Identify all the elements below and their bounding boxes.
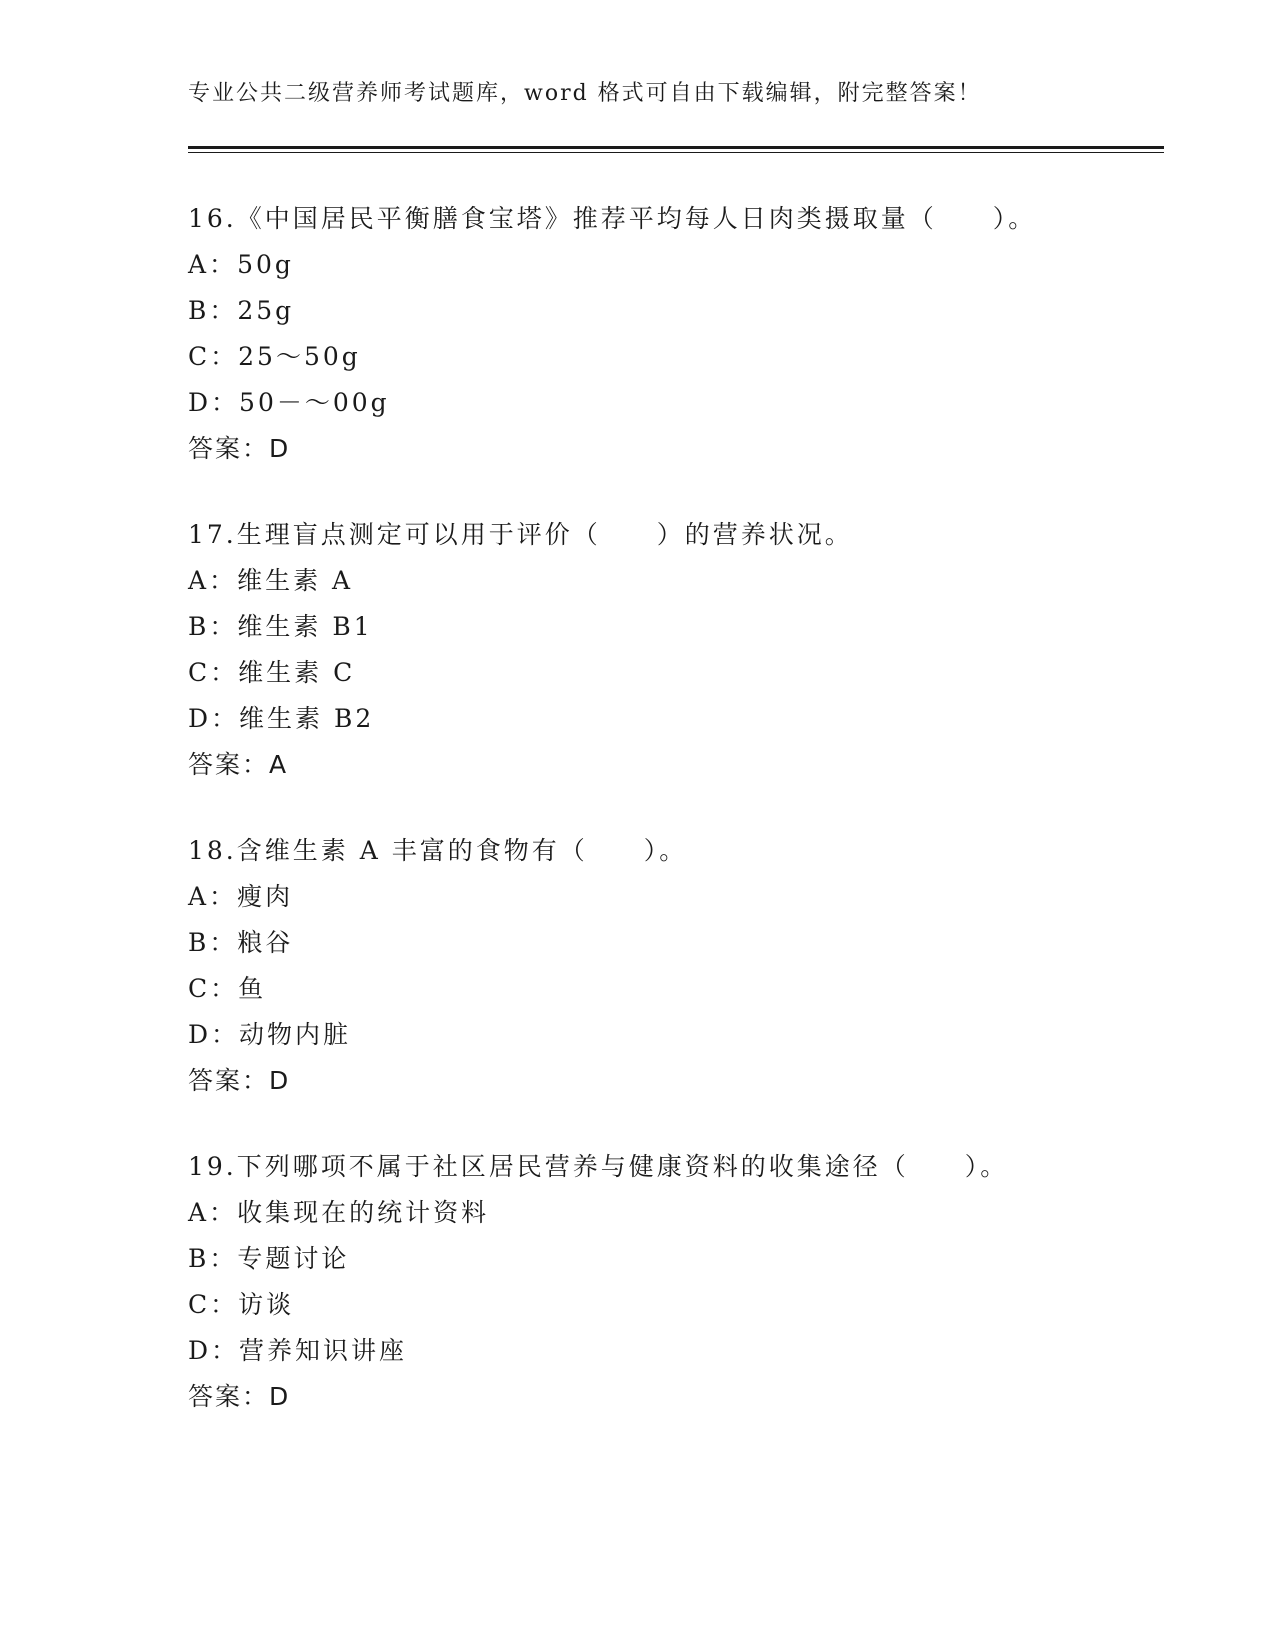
option-letter: D： (188, 388, 240, 417)
option-d (188, 1012, 1168, 1058)
option-text: 50g (237, 250, 294, 279)
option-b (188, 288, 1168, 334)
option-a (188, 1190, 1168, 1236)
option-text: 维生素 B1 (237, 612, 373, 641)
option-text: 收集现在的统计资料 (237, 1198, 490, 1227)
question-16 (188, 196, 1168, 472)
question-stem: 17.生理盲点测定可以用于评价（ ）的营养状况。 (188, 520, 853, 549)
option-letter: A： (188, 882, 238, 911)
option-text: 50－～00g (239, 388, 390, 417)
question-18 (188, 828, 1168, 1104)
option-text: 维生素 B2 (239, 704, 375, 733)
option-c (188, 966, 1168, 1012)
option-d (188, 380, 1168, 426)
answer-line: 答案：D (188, 1382, 291, 1411)
option-letter: D： (188, 704, 240, 733)
option-a (188, 242, 1168, 288)
option-text: 维生素 A (237, 566, 354, 595)
option-text: 维生素 C (238, 658, 356, 687)
option-d (188, 696, 1168, 742)
question-stem: 19.下列哪项不属于社区居民营养与健康资料的收集途径（ ）。 (188, 1152, 1009, 1181)
option-letter: A： (188, 566, 238, 595)
option-b (188, 1236, 1168, 1282)
option-letter: B： (188, 1244, 238, 1273)
option-text: 访谈 (238, 1290, 295, 1319)
option-text: 营养知识讲座 (239, 1336, 408, 1365)
question-17 (188, 512, 1168, 788)
option-letter: B： (188, 296, 238, 325)
question-19 (188, 1144, 1168, 1420)
option-letter: C： (188, 658, 239, 687)
option-a (188, 874, 1168, 920)
option-text: 专题讨论 (237, 1244, 350, 1273)
option-letter: B： (188, 928, 238, 957)
option-c (188, 650, 1168, 696)
option-text: 动物内脏 (239, 1020, 352, 1049)
option-d (188, 1328, 1168, 1374)
option-letter: C： (188, 342, 239, 371)
option-c (188, 334, 1168, 380)
option-b (188, 604, 1168, 650)
option-text: 25～50g (238, 342, 361, 371)
option-letter: D： (188, 1020, 240, 1049)
option-letter: A： (188, 250, 238, 279)
option-letter: B： (188, 612, 238, 641)
option-text: 鱼 (238, 974, 267, 1003)
option-text: 25g (237, 296, 295, 325)
option-a (188, 558, 1168, 604)
option-letter: C： (188, 974, 239, 1003)
option-letter: C： (188, 1290, 239, 1319)
option-text: 瘦肉 (237, 882, 294, 911)
option-letter: D： (188, 1336, 240, 1365)
option-b (188, 920, 1168, 966)
header-divider (188, 146, 1164, 153)
answer-line: 答案：D (188, 434, 291, 463)
question-stem: 18.含维生素 A 丰富的食物有（ ）。 (188, 836, 688, 865)
option-c (188, 1282, 1168, 1328)
answer-line: 答案：D (188, 1066, 291, 1095)
page-header: 专业公共二级营养师考试题库，word 格式可自由下载编辑，附完整答案！ (188, 81, 982, 106)
question-stem: 16.《中国居民平衡膳食宝塔》推荐平均每人日肉类摄取量（ ）。 (188, 204, 1037, 233)
option-letter: A： (188, 1198, 238, 1227)
answer-line: 答案：A (188, 750, 289, 779)
option-text: 粮谷 (237, 928, 294, 957)
